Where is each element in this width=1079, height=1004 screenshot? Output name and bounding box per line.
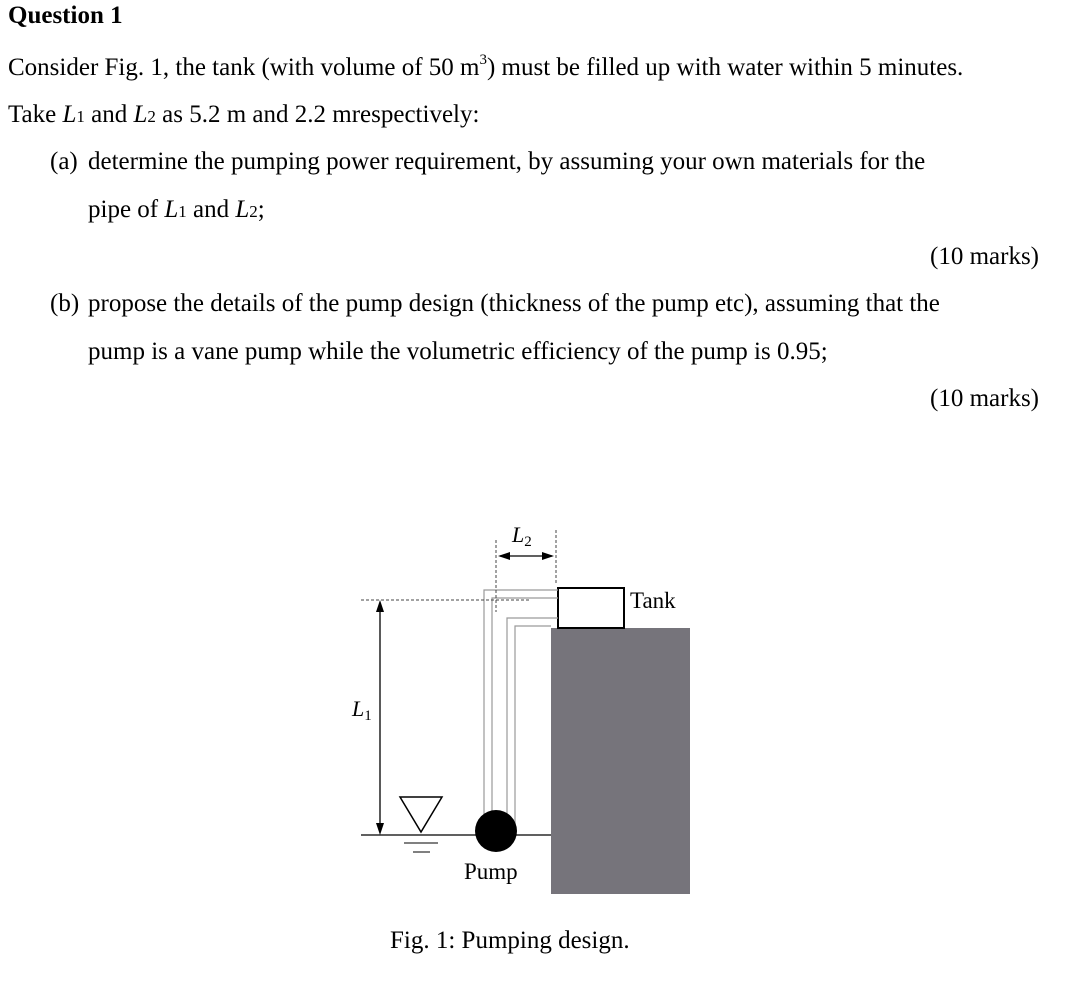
water-level-symbol xyxy=(400,797,442,832)
part-b-line-1: propose the details of the pump design (thickness of the pump etc), assuming that the xyxy=(88,290,940,317)
pipe xyxy=(484,590,558,825)
l2-symbol: L xyxy=(133,101,148,128)
part-b-label: (b) xyxy=(50,290,80,317)
l2-subscript: 2 xyxy=(147,107,156,126)
intro-line-1-post: ) must be filled up with water within 5 minutes. xyxy=(486,54,964,81)
part-b-line-2: pump is a vane pump while the volumetric efficiency of the pump is 0.95; xyxy=(88,338,828,365)
volume-exponent: 3 xyxy=(479,52,487,68)
figure-caption: Fig. 1: Pumping design. xyxy=(390,927,630,954)
part-a-marks: (10 marks) xyxy=(930,243,1039,270)
tank-label: Tank xyxy=(630,588,676,613)
l1-arrow-top xyxy=(376,600,384,612)
pump-symbol xyxy=(475,810,517,852)
part-a-semicolon: ; xyxy=(257,196,265,223)
take-text: Take xyxy=(8,101,63,128)
l1-label: L1 xyxy=(352,696,372,724)
l1-arrow-bottom xyxy=(376,823,384,835)
building-block xyxy=(551,628,690,894)
and-text: and xyxy=(84,101,134,128)
part-a-line-1: determine the pumping power requirement, by assuming your own materials for the xyxy=(88,148,926,175)
part-a-l2-symbol: L xyxy=(235,196,250,223)
l1-subscript: 1 xyxy=(76,107,85,126)
l2-arrow-right xyxy=(542,552,554,560)
l2-label: L2 xyxy=(512,522,532,550)
part-a-and-text: and xyxy=(186,196,236,223)
part-a-label: (a) xyxy=(50,148,78,175)
pump-label: Pump xyxy=(464,859,518,884)
part-a-l2-subscript: 2 xyxy=(249,202,258,221)
l1-symbol: L xyxy=(62,101,77,128)
intro-line-1-pre: Consider Fig. 1, the tank (with volume of 50 m xyxy=(8,54,480,81)
part-a-pipe-text: pipe of xyxy=(88,196,165,223)
question-heading: Question 1 xyxy=(8,2,123,29)
l2-arrow-left xyxy=(498,552,510,560)
intro-line-2-rest: as 5.2 m and 2.2 mrespectively: xyxy=(155,101,480,128)
part-b-marks: (10 marks) xyxy=(930,385,1039,412)
tank-box xyxy=(558,588,624,628)
part-a-l1-symbol: L xyxy=(164,196,179,223)
part-a-l1-subscript: 1 xyxy=(178,202,187,221)
